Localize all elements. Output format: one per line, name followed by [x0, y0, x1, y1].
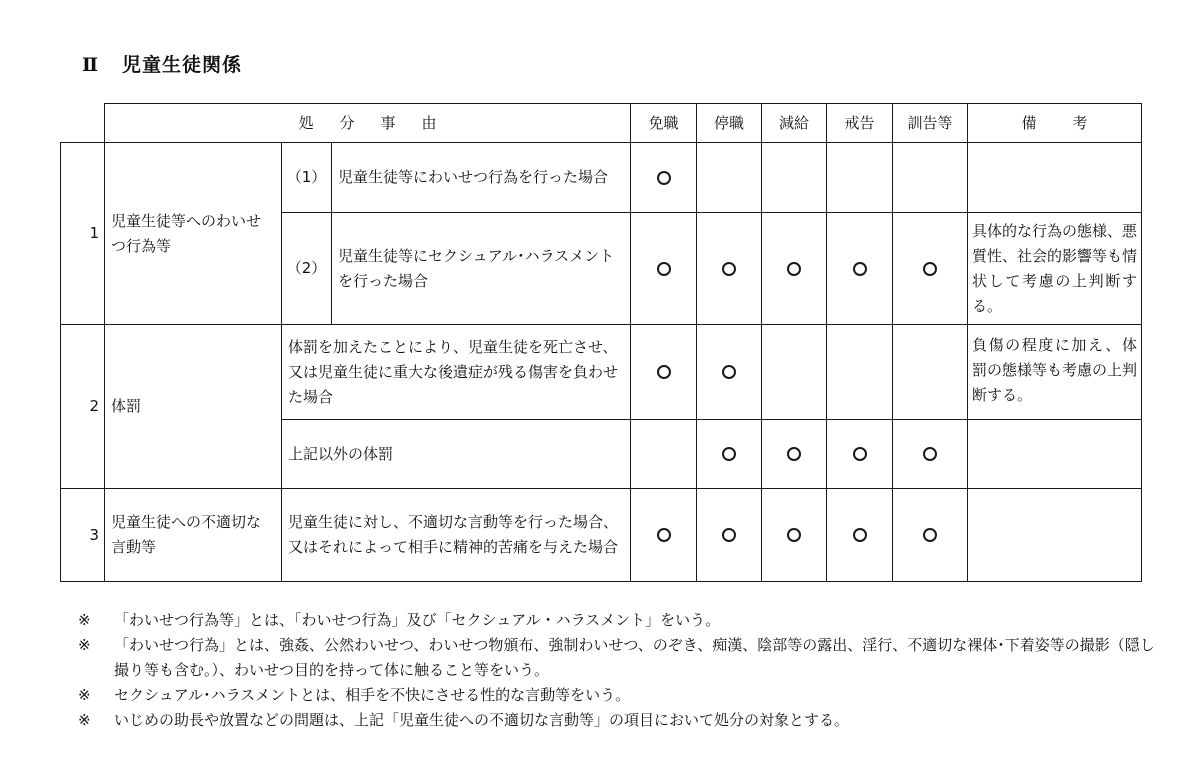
circle-mark-icon: [923, 447, 937, 461]
footnote: [78, 683, 1158, 708]
sub-number: （1）: [281, 142, 332, 213]
mark-dismissal: [630, 324, 697, 420]
reason-text: 体罰を加えたことにより、児童生徒を死亡させ、又は児童生徒に重大な後遺症が残る傷害を負わせた場合: [281, 324, 631, 420]
circle-mark-icon: [722, 365, 736, 379]
remarks-cell: [967, 488, 1142, 582]
remarks-cell: 負傷の程度に加え、体罰の態様等も考慮の上判断する。: [967, 324, 1142, 420]
remarks-cell: 具体的な行為の態様、悪質性、社会的影響等も情状して考慮の上判断する。: [967, 212, 1142, 325]
footnote-text: 「わいせつ行為等」とは、「わいせつ行為」及び「セクシュアル・ハラスメント」をいう。: [114, 611, 721, 629]
mark-suspension: [696, 488, 762, 582]
reason-text: 児童生徒等にわいせつ行為を行った場合: [331, 142, 631, 213]
circle-mark-icon: [722, 262, 736, 276]
footnote-text: セクシュアル･ハラスメントとは、相手を不快にさせる性的な言動等をいう。: [114, 686, 631, 704]
reason-text: 上記以外の体罰: [281, 419, 631, 489]
category-name: 児童生徒への不適切な言動等: [104, 488, 282, 582]
circle-mark-icon: [657, 528, 671, 542]
header-reprimand: 戒告: [826, 103, 893, 143]
reference-mark-icon: ※: [78, 711, 91, 729]
reference-mark-icon: ※: [78, 686, 91, 704]
footnote: [78, 708, 1158, 733]
circle-mark-icon: [657, 262, 671, 276]
mark-admonition: [892, 324, 968, 420]
header-pay-cut: 減給: [761, 103, 827, 143]
section-number: Ⅱ: [82, 54, 100, 76]
header-suspension: 停職: [696, 103, 762, 143]
circle-mark-icon: [722, 447, 736, 461]
header-dismissal: 免職: [630, 103, 697, 143]
mark-pay-cut: [761, 212, 827, 325]
circle-mark-icon: [722, 528, 736, 542]
header-remarks-label: 備考: [1021, 113, 1124, 132]
mark-pay-cut: [761, 142, 827, 213]
circle-mark-icon: [853, 262, 867, 276]
reference-mark-icon: ※: [78, 636, 91, 654]
footnote: [78, 608, 1158, 633]
category-number: 1: [60, 142, 105, 325]
reason-text: 児童生徒等にセクシュアル･ハラスメントを行った場合: [331, 212, 631, 325]
remarks-cell: [967, 419, 1142, 489]
mark-dismissal: [630, 488, 697, 582]
mark-admonition: [892, 212, 968, 325]
mark-dismissal: [630, 212, 697, 325]
footnote: [78, 633, 1158, 683]
header-remarks: [967, 103, 1142, 143]
category-number: 2: [60, 324, 105, 489]
mark-pay-cut: [761, 419, 827, 489]
category-name: 体罰: [104, 324, 282, 489]
header-reason-label: 処分事由: [298, 113, 463, 132]
remarks-cell: [967, 142, 1142, 213]
section-title-text: 児童生徒関係: [122, 54, 243, 76]
circle-mark-icon: [923, 262, 937, 276]
header-admonition: 訓告等: [892, 103, 968, 143]
mark-suspension: [696, 419, 762, 489]
footnote-text: 「わいせつ行為」とは、強姦、公然わいせつ、わいせつ物頒布、強制わいせつ、のぞき、痴漢、陰部等の露出、淫行、不適切な裸体･下着姿等の撮影（隠し撮り等も含む。）、わいせつ目的を持って体に触ること等をいう。: [114, 636, 1155, 679]
mark-reprimand: [826, 324, 893, 420]
reference-mark-icon: ※: [78, 611, 91, 629]
mark-reprimand: [826, 488, 893, 582]
footnotes: [78, 608, 1158, 733]
mark-admonition: [892, 488, 968, 582]
mark-pay-cut: [761, 488, 827, 582]
mark-dismissal: [630, 142, 697, 213]
circle-mark-icon: [787, 528, 801, 542]
category-name: 児童生徒等へのわいせつ行為等: [104, 142, 282, 325]
circle-mark-icon: [853, 528, 867, 542]
mark-reprimand: [826, 212, 893, 325]
mark-suspension: [696, 142, 762, 213]
mark-reprimand: [826, 419, 893, 489]
sub-number: （2）: [281, 212, 332, 325]
footnote-text: いじめの助長や放置などの問題は、上記「児童生徒への不適切な言動等」の項目において処分の対象とする。: [114, 711, 850, 729]
mark-suspension: [696, 212, 762, 325]
mark-suspension: [696, 324, 762, 420]
header-reason: [104, 103, 631, 143]
mark-admonition: [892, 419, 968, 489]
circle-mark-icon: [657, 365, 671, 379]
mark-pay-cut: [761, 324, 827, 420]
mark-reprimand: [826, 142, 893, 213]
circle-mark-icon: [657, 171, 671, 185]
circle-mark-icon: [923, 528, 937, 542]
reason-text: 児童生徒に対し、不適切な言動等を行った場合、又はそれによって相手に精神的苦痛を与えた場合: [281, 488, 631, 582]
mark-admonition: [892, 142, 968, 213]
circle-mark-icon: [787, 262, 801, 276]
mark-dismissal: [630, 419, 697, 489]
circle-mark-icon: [787, 447, 801, 461]
circle-mark-icon: [853, 447, 867, 461]
category-number: 3: [60, 488, 105, 582]
